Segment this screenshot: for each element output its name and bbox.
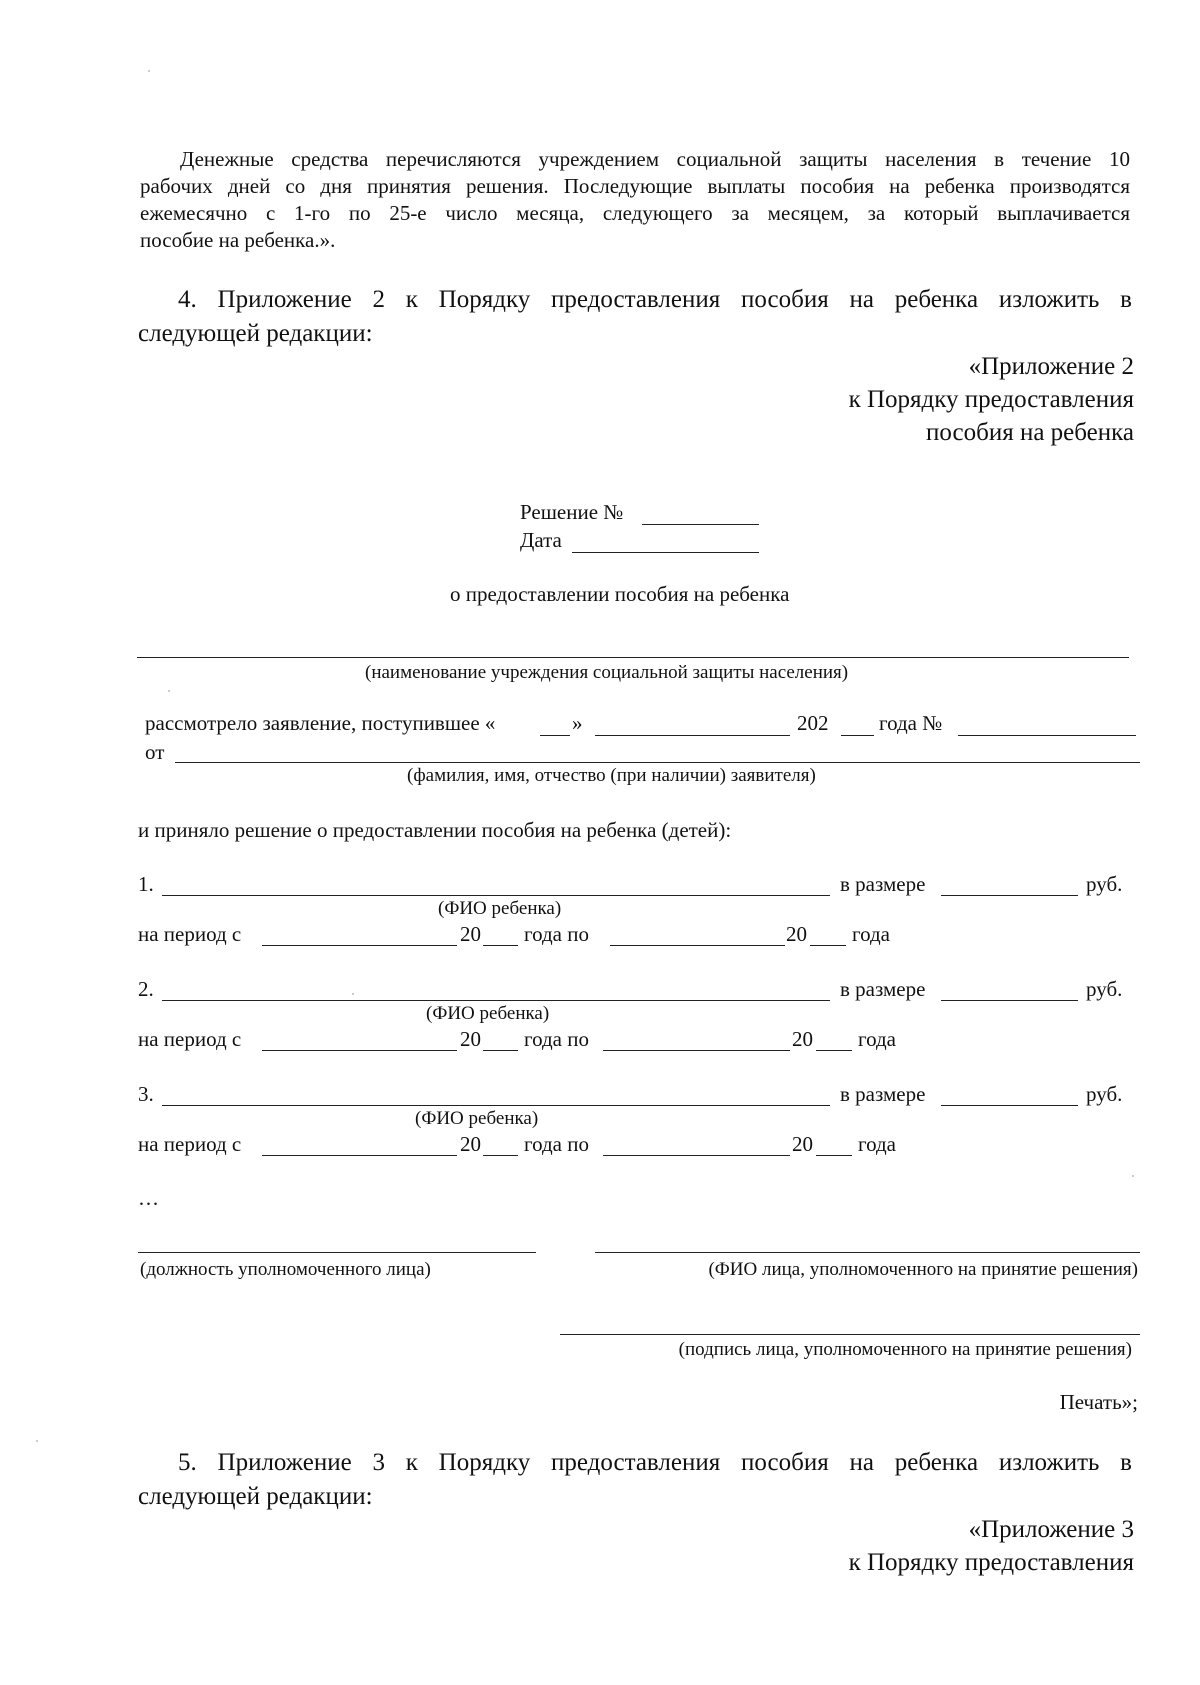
appendix-line: к Порядку предоставления: [848, 386, 1134, 413]
year-end-label: года: [858, 1132, 896, 1156]
institution-caption: (наименование учреждения социальной защиты населения): [365, 662, 849, 683]
amount-label: в размере: [840, 977, 926, 1001]
period-to-label: года по: [524, 922, 589, 946]
intro-paragraph: [140, 146, 1130, 254]
date-label: Дата: [520, 528, 562, 552]
intro-line: пособие на ребенка.».: [140, 228, 336, 252]
child-caption: (ФИО ребенка): [415, 1108, 539, 1129]
from-label: от: [145, 740, 165, 764]
amount-label: в размере: [840, 872, 926, 896]
child-number: 2.: [138, 977, 154, 1001]
scan-speck: [1132, 1175, 1134, 1177]
scan-speck: [36, 1440, 38, 1442]
applicant-caption: (фамилия, имя, отчество (при наличии) заявителя): [407, 765, 816, 786]
appendix-line: к Порядку предоставления: [848, 1549, 1134, 1576]
year-number-label: года №: [879, 711, 943, 735]
item-5-paragraph: [138, 1446, 1132, 1514]
amount-field[interactable]: [941, 895, 1078, 896]
period-end-field[interactable]: [610, 945, 785, 946]
quote-close: »: [572, 711, 583, 735]
intro-line: ежемесячно с 1-го по 25-е число месяца, следующего за месяцем, за который выплачивается: [140, 201, 1130, 225]
intro-line: рабочих дней со дня принятия решения. Последующие выплаты пособия на ребенка производятся: [140, 174, 1130, 198]
year-prefix: 202: [797, 711, 829, 735]
application-day-field[interactable]: [540, 735, 570, 736]
year-prefix: 20: [460, 1027, 481, 1051]
appendix-2-header: [849, 350, 1134, 449]
appendix-line: «Приложение 3: [968, 1516, 1134, 1543]
application-year-field[interactable]: [841, 735, 874, 736]
period-start-field[interactable]: [262, 1155, 457, 1156]
period-start-year-field[interactable]: [483, 945, 518, 946]
year-prefix: 20: [460, 922, 481, 946]
year-end-label: года: [858, 1027, 896, 1051]
form-subtitle: о предоставлении пособия на ребенка: [450, 582, 790, 606]
item-4-line: 4. Приложение 2 к Порядку предоставления пособия на ребенка изложить в: [178, 286, 1132, 313]
position-field[interactable]: [138, 1252, 536, 1253]
year-prefix: 20: [792, 1027, 813, 1051]
child-number: 3.: [138, 1082, 154, 1106]
year-end-label: года: [852, 922, 890, 946]
stamp-label: Печать»;: [1059, 1390, 1138, 1414]
year-prefix: 20: [792, 1132, 813, 1156]
signature-caption: (подпись лица, уполномоченного на принятие решения): [678, 1339, 1132, 1360]
period-end-year-field[interactable]: [816, 1155, 852, 1156]
year-prefix: 20: [460, 1132, 481, 1156]
official-caption: (ФИО лица, уполномоченного на принятие решения): [708, 1259, 1138, 1280]
currency-label: руб.: [1086, 872, 1123, 896]
item-5-line: 5. Приложение 3 к Порядку предоставления пособия на ребенка изложить в: [178, 1449, 1132, 1476]
period-end-field[interactable]: [603, 1050, 790, 1051]
period-to-label: года по: [524, 1132, 589, 1156]
period-start-year-field[interactable]: [483, 1155, 518, 1156]
child-name-field[interactable]: [162, 1105, 830, 1106]
period-end-year-field[interactable]: [810, 945, 846, 946]
scan-speck: [352, 993, 354, 995]
child-name-field[interactable]: [162, 1000, 830, 1001]
period-label: на период с: [138, 922, 242, 946]
intro-line: Денежные средства перечисляются учреждением социальной защиты населения в течение 10: [180, 147, 1130, 171]
period-end-field[interactable]: [603, 1155, 790, 1156]
year-prefix: 20: [786, 922, 807, 946]
reviewed-text: рассмотрело заявление, поступившее «: [145, 711, 496, 735]
currency-label: руб.: [1086, 977, 1123, 1001]
child-caption: (ФИО ребенка): [438, 898, 562, 919]
date-field[interactable]: [572, 552, 759, 553]
child-caption: (ФИО ребенка): [426, 1003, 550, 1024]
scan-speck: [148, 70, 150, 72]
amount-field[interactable]: [941, 1000, 1078, 1001]
appendix-3-header: [849, 1513, 1134, 1579]
official-name-field[interactable]: [595, 1252, 1140, 1253]
decision-number-field[interactable]: [642, 524, 759, 525]
period-end-year-field[interactable]: [816, 1050, 852, 1051]
amount-field[interactable]: [941, 1105, 1078, 1106]
institution-field[interactable]: [137, 657, 1129, 658]
decision-number-label: Решение №: [520, 500, 624, 524]
item-4-line: следующей редакции:: [138, 320, 373, 347]
item-5-line: следующей редакции:: [138, 1483, 373, 1510]
period-to-label: года по: [524, 1027, 589, 1051]
child-name-field[interactable]: [162, 895, 830, 896]
position-caption: (должность уполномоченного лица): [140, 1259, 431, 1280]
period-start-year-field[interactable]: [483, 1050, 518, 1051]
currency-label: руб.: [1086, 1082, 1123, 1106]
child-number: 1.: [138, 872, 154, 896]
period-start-field[interactable]: [262, 1050, 457, 1051]
appendix-line: пособия на ребенка: [926, 419, 1134, 446]
application-number-field[interactable]: [958, 735, 1136, 736]
ellipsis: …: [138, 1186, 159, 1210]
appendix-line: «Приложение 2: [968, 353, 1134, 380]
amount-label: в размере: [840, 1082, 926, 1106]
signature-field[interactable]: [560, 1334, 1140, 1335]
decision-text: и приняло решение о предоставлении пособия на ребенка (детей):: [138, 818, 732, 842]
period-label: на период с: [138, 1132, 242, 1156]
item-4-paragraph: [138, 283, 1132, 351]
period-start-field[interactable]: [262, 945, 457, 946]
applicant-name-field[interactable]: [175, 762, 1140, 763]
application-month-field[interactable]: [595, 735, 790, 736]
period-label: на период с: [138, 1027, 242, 1051]
scan-speck: [168, 690, 170, 692]
